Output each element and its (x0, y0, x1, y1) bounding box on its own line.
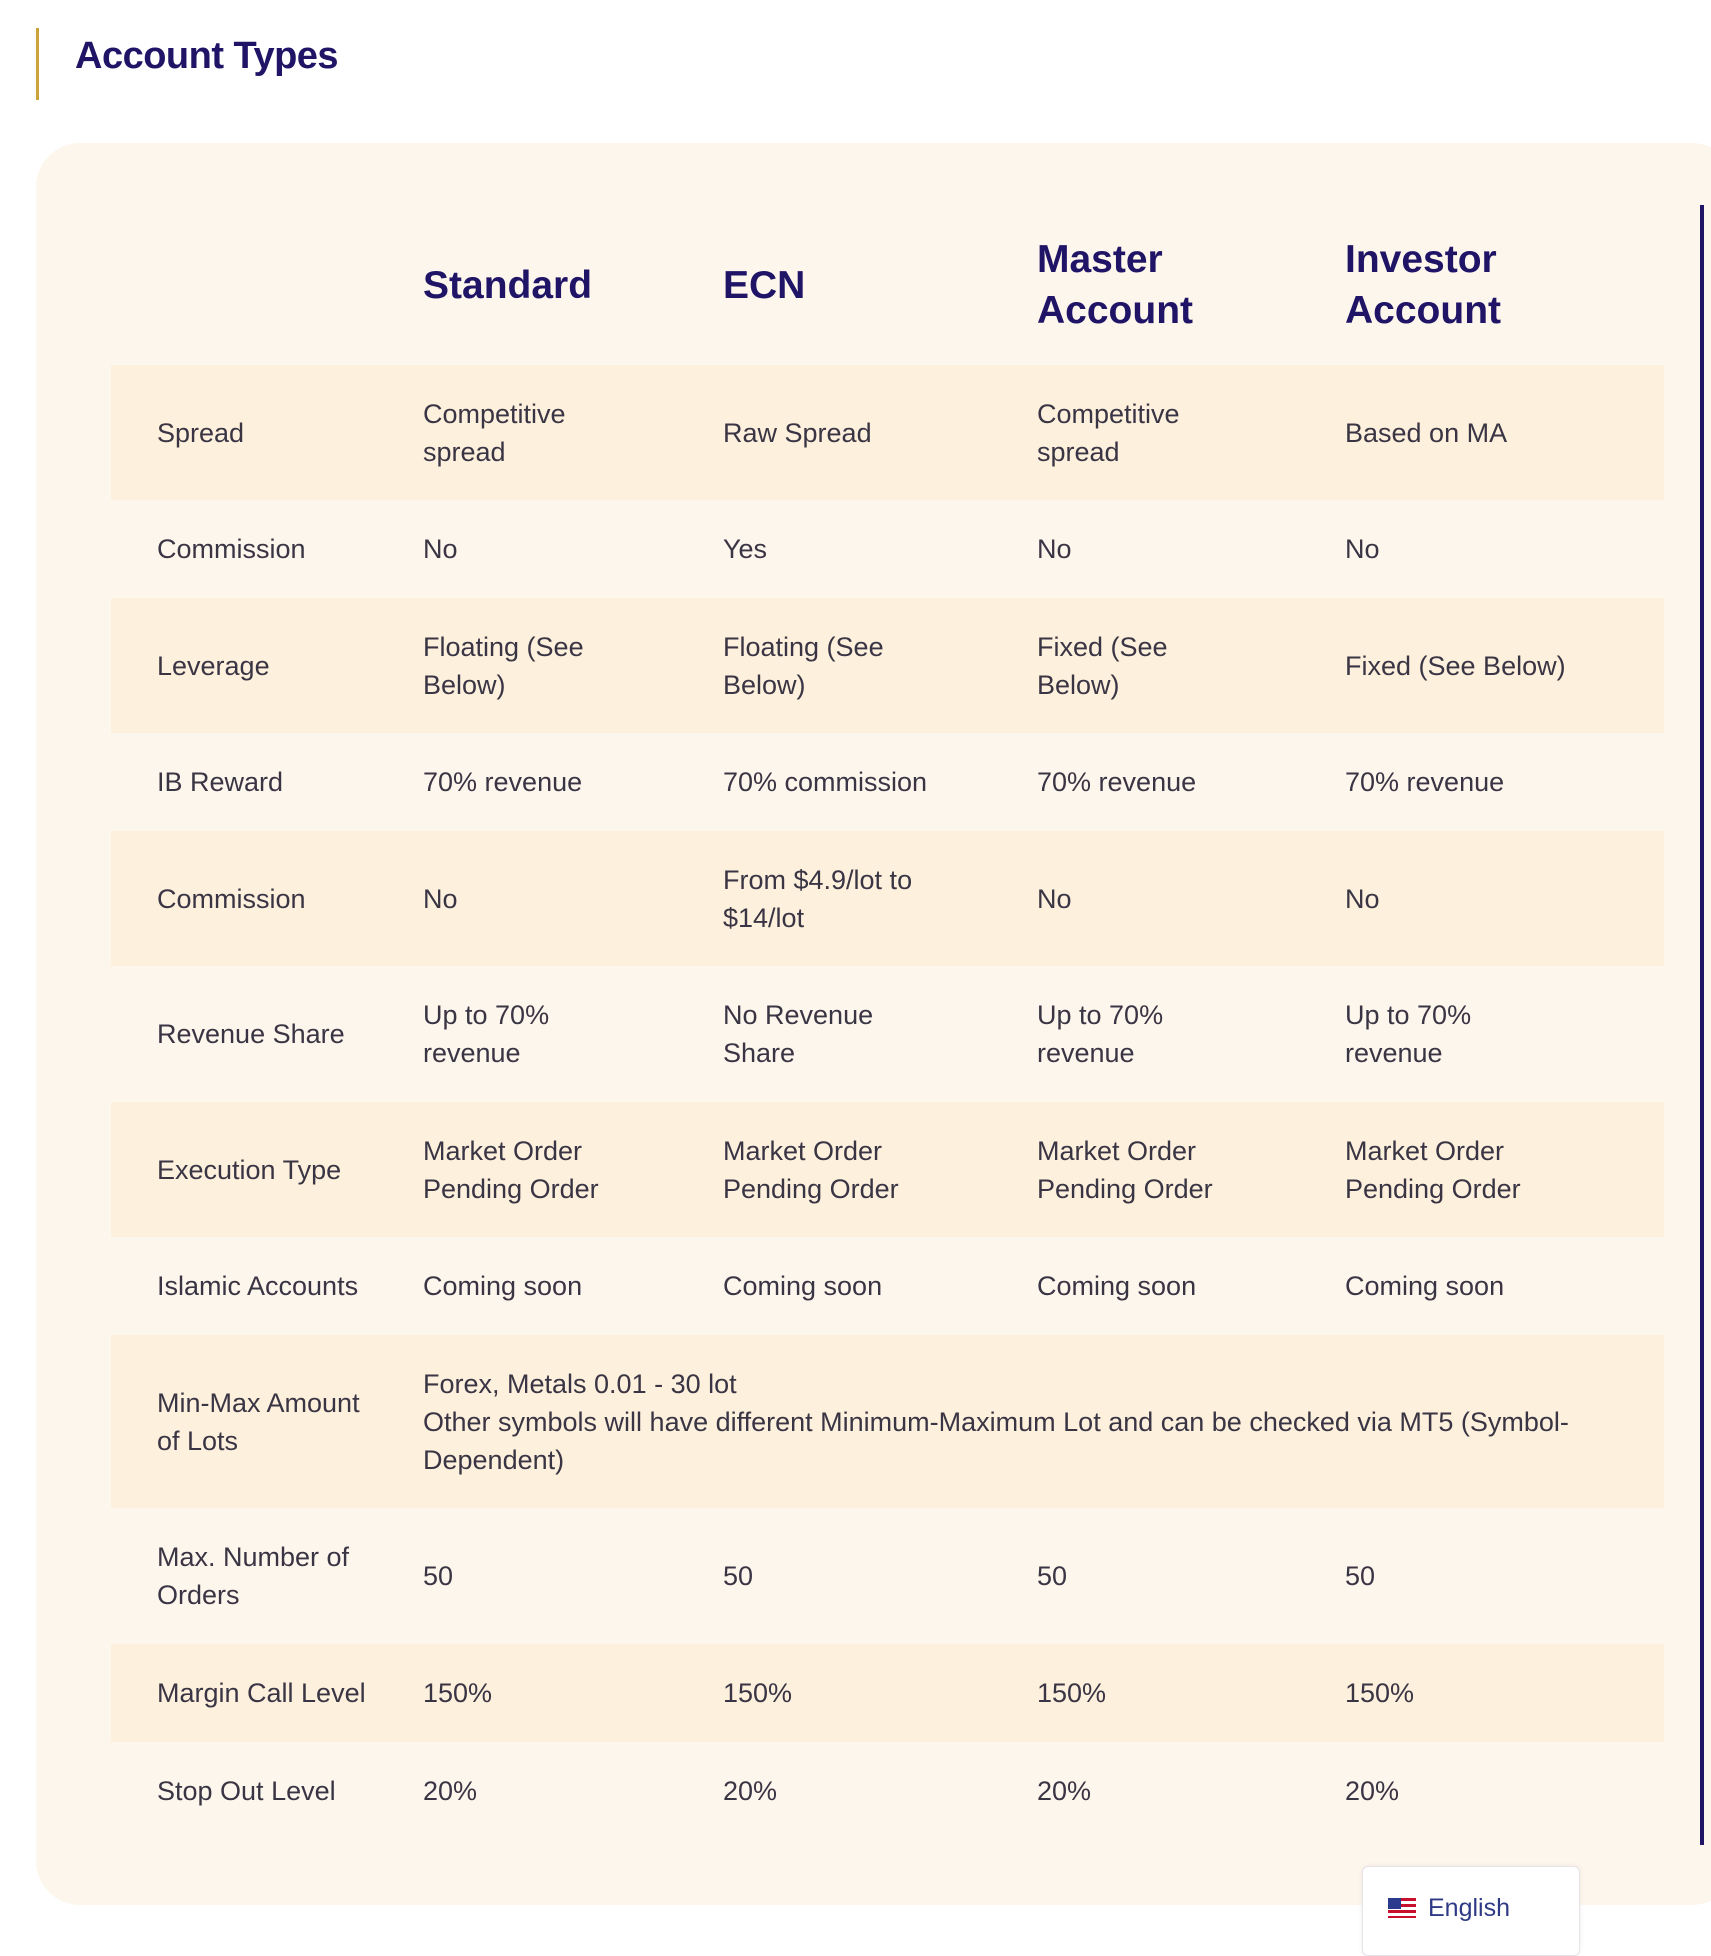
row-label: Stop Out Level (157, 1776, 336, 1806)
row-label: Margin Call Level (111, 1644, 423, 1742)
table-cell: Competitive spread (423, 365, 723, 500)
account-types-table (111, 205, 1664, 1840)
table-cell: No (1345, 831, 1664, 966)
table-cell-span (423, 1335, 1664, 1508)
row-label: Spread (111, 365, 423, 500)
table-cell: 20% (1037, 1776, 1092, 1806)
column-header-investor-account: Investor Account (1345, 238, 1501, 332)
row-label: Revenue Share (157, 1019, 345, 1049)
table-cell: No (1037, 534, 1072, 564)
table-cell: Yes (723, 534, 768, 564)
column-header-standard: Standard (423, 263, 593, 307)
table-cell: Market Order Pending Order (723, 1102, 1037, 1237)
table-row (111, 1508, 1664, 1644)
table-cell: No Revenue Share (723, 1000, 874, 1068)
table-cell: No (1345, 534, 1380, 564)
row-label: Commission (111, 831, 423, 966)
language-label: English (1428, 1894, 1510, 1922)
table-cell: No (1037, 831, 1345, 966)
table-cell: Up to 70% revenue (423, 1000, 550, 1068)
table-cell: Floating (See Below) (423, 598, 723, 733)
table-cell: Coming soon (1345, 1271, 1505, 1301)
table-cell: Based on MA (1345, 365, 1664, 500)
us-flag-icon (1388, 1898, 1416, 1918)
table-cell: 150% (423, 1644, 723, 1742)
row-label: Leverage (111, 598, 423, 733)
table-cell: Fixed (See Below) (1037, 598, 1345, 733)
table-cell: Competitive spread (1037, 365, 1345, 500)
lots-line-2: Other symbols will have different Minimum-Maximum Lot and can be checked via MT5 (Symbol-Dependent) (423, 1406, 1569, 1475)
table-cell: Up to 70% revenue (1037, 1000, 1164, 1068)
column-header-ecn: ECN (723, 263, 806, 307)
table-header-row (111, 205, 1664, 365)
column-header-master-account: Master Account (1037, 238, 1193, 332)
table-scrollbar[interactable] (1700, 205, 1704, 1845)
table-cell: 20% (723, 1776, 778, 1806)
table-cell: Market Order Pending Order (423, 1102, 723, 1237)
table-cell: 50 (723, 1561, 754, 1591)
page-title: Account Types (75, 35, 339, 77)
section-heading (36, 28, 338, 100)
row-label: IB Reward (157, 767, 284, 797)
table-cell: From $4.9/lot to $14/lot (723, 831, 1037, 966)
column-header-empty (111, 205, 423, 365)
lots-line-1: Forex, Metals 0.01 - 30 lot (423, 1368, 737, 1399)
table-row (111, 1102, 1664, 1237)
row-label: Min-Max Amount of Lots (111, 1335, 423, 1508)
table-cell: No (423, 831, 723, 966)
table-cell: Market Order Pending Order (1345, 1102, 1664, 1237)
row-label: Execution Type (111, 1102, 423, 1237)
table-cell: Coming soon (1037, 1271, 1197, 1301)
table-row (111, 1335, 1664, 1508)
row-label: Commission (157, 534, 306, 564)
table-cell: Coming soon (723, 1271, 883, 1301)
table-cell: Floating (See Below) (723, 598, 1037, 733)
table-cell: Coming soon (423, 1271, 583, 1301)
table-cell: Up to 70% revenue (1345, 1000, 1472, 1068)
table-row (111, 1742, 1664, 1840)
table-cell: Raw Spread (723, 365, 1037, 500)
table-row (111, 733, 1664, 831)
table-row (111, 365, 1664, 500)
table-cell: 50 (1037, 1561, 1068, 1591)
row-label: Islamic Accounts (157, 1271, 359, 1301)
table-cell: No (423, 534, 458, 564)
table-cell: 70% revenue (1037, 767, 1197, 797)
table-cell: 150% (723, 1644, 1037, 1742)
table-cell: 70% commission (723, 767, 928, 797)
table-cell: Market Order Pending Order (1037, 1102, 1345, 1237)
table-cell: 70% revenue (1345, 767, 1505, 797)
table-cell: Fixed (See Below) (1345, 598, 1664, 733)
table-row (111, 598, 1664, 733)
table-cell: 150% (1037, 1644, 1345, 1742)
language-selector[interactable] (1362, 1866, 1580, 1956)
table-cell: 70% revenue (423, 767, 583, 797)
table-cell: 20% (423, 1776, 478, 1806)
table-cell: 50 (423, 1561, 454, 1591)
table-row (111, 1237, 1664, 1335)
table-cell: 50 (1345, 1561, 1376, 1591)
table-cell: 20% (1345, 1776, 1400, 1806)
table-row (111, 831, 1664, 966)
table-row (111, 500, 1664, 598)
table-row (111, 1644, 1664, 1742)
table-cell: 150% (1345, 1644, 1664, 1742)
row-label: Max. Number of Orders (157, 1542, 350, 1610)
table-row (111, 966, 1664, 1102)
